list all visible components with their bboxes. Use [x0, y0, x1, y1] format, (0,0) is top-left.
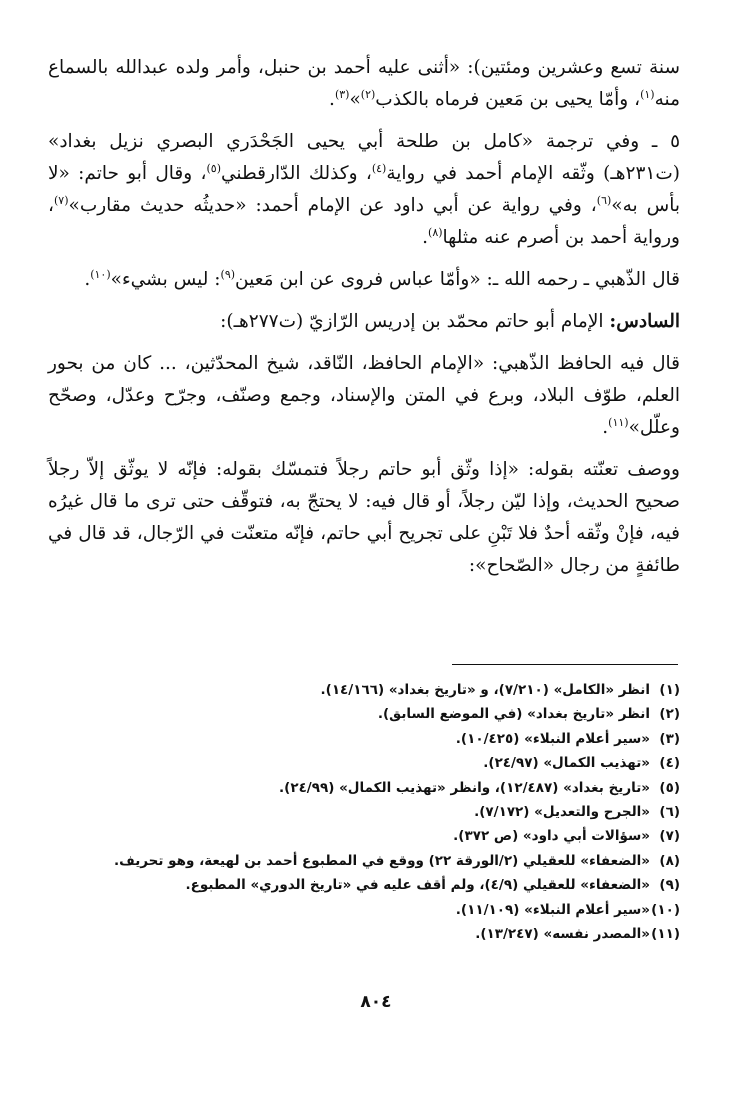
text-run: ، وفي رواية عن أبي داود عن الإمام أحمد: «حديثُه حديث مقارب» [68, 195, 597, 216]
footnote-ref[interactable]: (١) [640, 87, 655, 101]
footnote-text: «سؤالات أبي داود» (ص ٣٧٢). [453, 828, 650, 845]
footnote [48, 751, 680, 775]
footnote [48, 824, 680, 848]
footnote-ref[interactable]: (١١) [608, 415, 629, 429]
footnote-number: (٣) [659, 730, 680, 747]
footnote-number: (٧) [659, 828, 680, 845]
text-run: قال الذّهبي ـ رحمه الله ـ: «وأمّا عباس فروى عن ابن مَعين [235, 269, 680, 290]
text-run: ، وكذلك الدّارقطني [220, 163, 372, 184]
paragraph [48, 126, 680, 254]
page-number: ٨٠٤ [360, 992, 392, 1012]
footnote-ref[interactable]: (٦) [596, 193, 612, 207]
footnote-number: (٤) [659, 755, 680, 772]
text-run: ٥ ـ وفي ترجمة «كامل بن طلحة أبي يحيى الجَحْدَري البصري نزيل بغداد» (ت٢٣١هـ) وثّقه الإمام أحمد في رواية [48, 131, 680, 184]
text-run: سنة تسع وعشرين ومئتين): «أثنى عليه أحمد بن حنبل، وأمر ولده عبدالله بالسماع منه [48, 57, 680, 110]
footnote-ref[interactable]: (٥) [206, 161, 221, 175]
text-run: » [349, 89, 361, 110]
footnote-ref[interactable]: (٣) [334, 87, 350, 101]
footnote-text: «الضعفاء» للعقيلي (٤/٩)، ولم أقف عليه في «تاريخ الدوري» المطبوع. [185, 877, 650, 894]
footnote-ref[interactable]: (٧) [53, 193, 69, 207]
footnote-number: (٦) [659, 803, 680, 820]
footnote-ref[interactable]: (١٠) [90, 267, 111, 281]
footnote-number: (٨) [659, 852, 680, 869]
section-heading: السادس: [609, 311, 680, 332]
footnote-number: (٥) [659, 779, 680, 796]
paragraph [48, 348, 680, 444]
footnote-text: «الجرح والتعديل» (٧/١٧٢). [474, 803, 650, 820]
footnote-text: «تهذيب الكمال» (٢٤/٩٧). [483, 755, 650, 772]
footnote-text: انظر «تاريخ بغداد» (في الموضع السابق). [377, 706, 650, 723]
footnote-number: (٩) [659, 877, 680, 894]
footnote-text: «الضعفاء» للعقيلي (٢/الورقة ٢٢) ووقع في المطبوع أحمد بن لهيعة، وهو تحريف. [114, 852, 650, 869]
footnote [48, 800, 680, 824]
footnote-ref[interactable]: (٢) [360, 87, 376, 101]
footnote-number: (١٠) [651, 901, 680, 918]
footnote-divider [452, 664, 678, 665]
text-run: الإمام أبو حاتم محمّد بن إدريس الرّازيّ (ت٢٧٧هـ): [220, 311, 610, 332]
text-run: . [602, 417, 609, 438]
footnotes-list [48, 678, 680, 946]
footnote [48, 849, 680, 873]
footnote-ref[interactable]: (٤) [371, 161, 387, 175]
footnote-text: «تاريخ بغداد» (١٢/٤٨٧)، وانظر «تهذيب الكمال» (٢٤/٩٩). [279, 779, 650, 796]
footnote [48, 898, 680, 922]
footnote [48, 873, 680, 897]
footnote-text: «سير أعلام النبلاء» (١١/١٠٩). [455, 901, 650, 918]
footnote [48, 922, 680, 946]
paragraph [48, 52, 680, 116]
text-run: ، ورواية أحمد بن أصرم عنه مثلها [48, 195, 680, 248]
main-text [48, 52, 680, 582]
footnote-text: انظر «الكامل» (٧/٢١٠)، و «تاريخ بغداد» (١٤/١٦٦). [320, 682, 650, 698]
paragraph [48, 454, 680, 582]
footnote [48, 678, 680, 702]
paragraph [48, 306, 680, 338]
text-run: : ليس بشيء» [110, 269, 221, 290]
text-run: . [422, 227, 429, 248]
paragraph [48, 264, 680, 296]
footnote-ref[interactable]: (٩) [220, 267, 236, 281]
footnote-number: (٢) [659, 706, 680, 723]
footnote [48, 727, 680, 751]
footnote-text: «المصدر نفسه» (١٣/٢٤٧). [475, 925, 650, 942]
footnote-text: «سير أعلام النبلاء» (١٠/٤٢٥). [455, 730, 650, 747]
footnote [48, 776, 680, 800]
footnote-ref[interactable]: (٨) [428, 225, 443, 239]
text-run: ووصف تعنّته بقوله: «إذا وثّق أبو حاتم رجلاً فتمسّك بقوله: فإنّه لا يوثّق إلاّ رجلاً صحيح الحديث، وإذا ليّن رجلاً، أو قال فيه: لا يحتجّ به، فتوقّف حتى ترى ما قال غيرُه فيه، فإنْ وثّقه أحدٌ فلا تَبْنِ على تجريح أبي حاتم، فإنّه متعنّت في الرّجال، قد قال في طائفةٍ من رجال «الصّحاح»: [48, 459, 680, 576]
footnote [48, 702, 680, 726]
text-run: ، وأمّا يحيى بن مَعين فرماه بالكذب [375, 89, 641, 110]
footnote-number: (١) [659, 682, 680, 698]
text-run: قال فيه الحافظ الذّهبي: «الإمام الحافظ، النّاقد، شيخ المحدّثين، ... كان من بحور العلم، طوّف البلاد، وبرع في المتن والإسناد، وجمع وصنّف، وجرّح وعدّل، وصحّح وعلّل» [48, 353, 680, 438]
text-run: . [84, 269, 91, 290]
footnote-number: (١١) [651, 925, 680, 942]
text-run: ، وقال أبو حاتم: «لا بأس به» [48, 163, 680, 216]
text-run: . [329, 89, 335, 110]
